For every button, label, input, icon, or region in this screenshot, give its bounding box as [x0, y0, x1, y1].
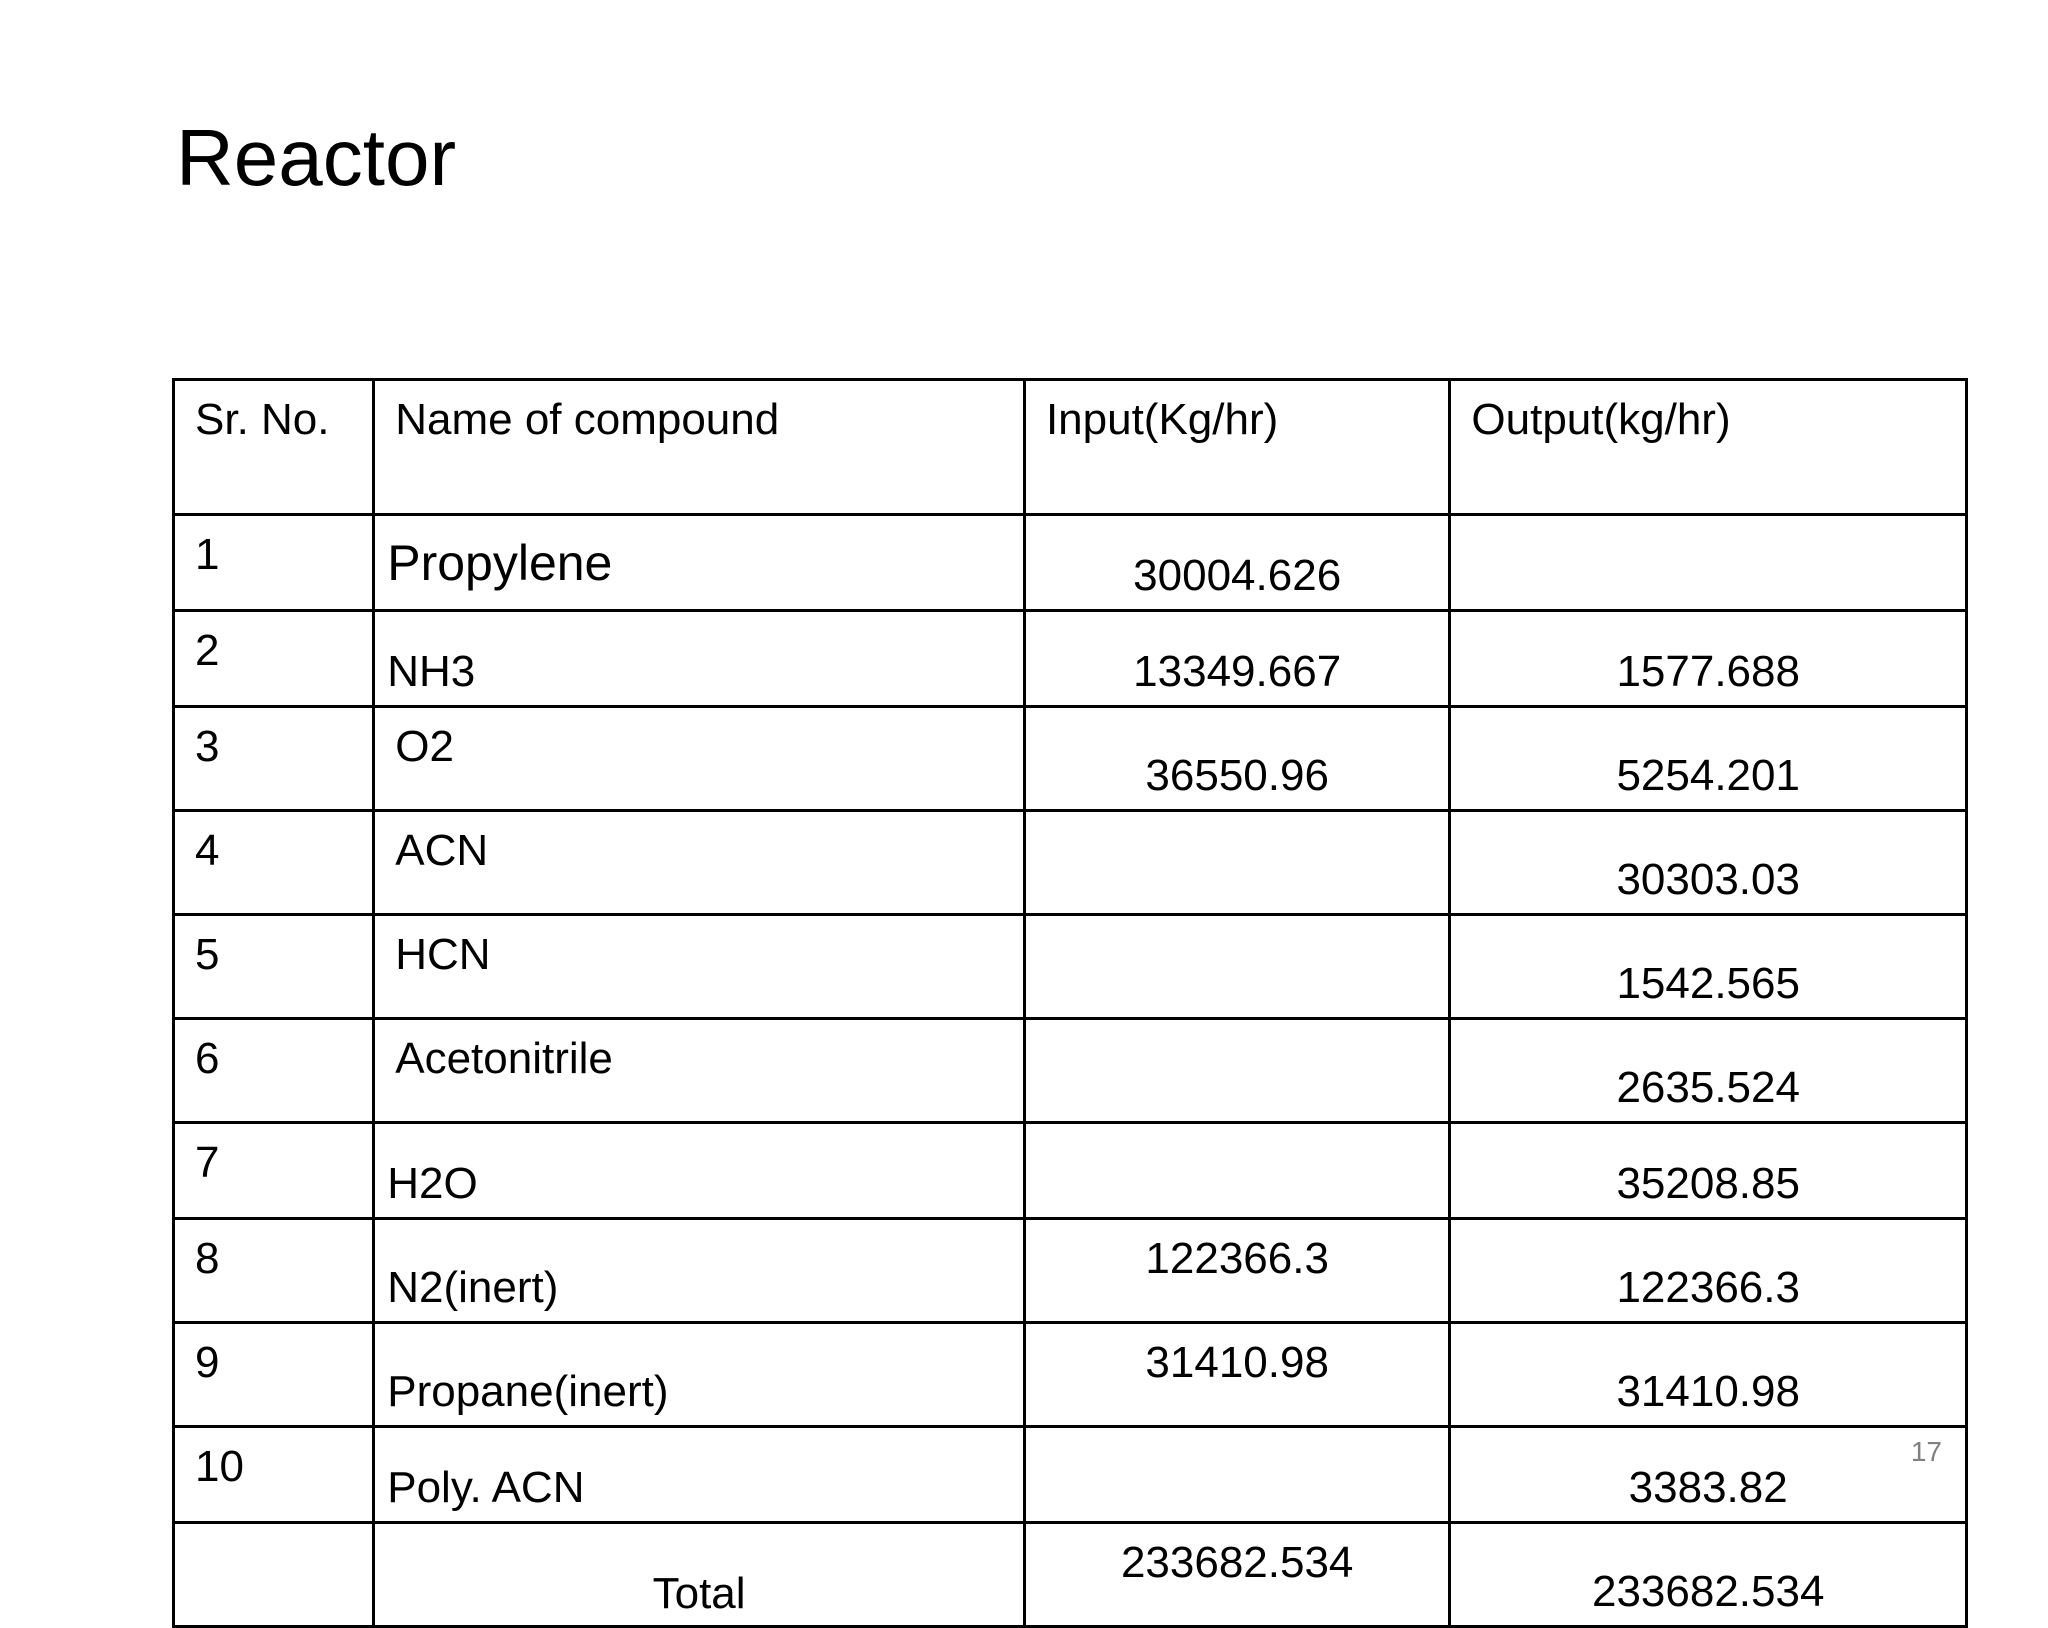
slide-title: Reactor — [176, 113, 457, 202]
compound-name-cell: Acetonitrile — [374, 1019, 1025, 1123]
output-cell: 35208.85 — [1450, 1123, 1967, 1219]
page-number: 17 — [1910, 1436, 1942, 1467]
output-cell: 3383.82 — [1450, 1427, 1967, 1523]
sr-no-cell: 8 — [174, 1219, 374, 1323]
compound-name-cell: N2(inert) — [374, 1219, 1025, 1323]
input-cell — [1024, 1123, 1449, 1219]
total-input-cell: 233682.534 — [1024, 1523, 1449, 1627]
sr-no-cell: 6 — [174, 1019, 374, 1123]
sr-no-cell: 9 — [174, 1323, 374, 1427]
header-compound-name: Name of compound — [374, 380, 1025, 515]
table-row — [174, 1427, 1967, 1523]
input-cell: 122366.3 — [1024, 1219, 1449, 1323]
sr-no-cell: 3 — [174, 707, 374, 811]
table-row — [174, 1019, 1967, 1123]
table-row — [174, 707, 1967, 811]
output-cell: 2635.524 — [1450, 1019, 1967, 1123]
compound-name-cell: O2 — [374, 707, 1025, 811]
input-cell — [1024, 1019, 1449, 1123]
input-cell: 13349.667 — [1024, 611, 1449, 707]
output-cell: 31410.98 — [1450, 1323, 1967, 1427]
table-row — [174, 915, 1967, 1019]
table-row — [174, 1123, 1967, 1219]
header-sr-no: Sr. No. — [174, 380, 374, 515]
total-label: Total — [374, 1523, 1025, 1627]
compound-name-cell: ACN — [374, 811, 1025, 915]
sr-no-cell: 10 — [174, 1427, 374, 1523]
table-row — [174, 1219, 1967, 1323]
input-cell — [1024, 811, 1449, 915]
total-row — [174, 1523, 1967, 1627]
input-cell — [1024, 915, 1449, 1019]
sr-no-cell: 5 — [174, 915, 374, 1019]
compound-name-cell: Propane(inert) — [374, 1323, 1025, 1427]
sr-no-cell: 7 — [174, 1123, 374, 1219]
sr-no-cell: 1 — [174, 515, 374, 611]
compound-name-cell: HCN — [374, 915, 1025, 1019]
input-cell: 30004.626 — [1024, 515, 1449, 611]
compound-name-cell: NH3 — [374, 611, 1025, 707]
input-cell: 31410.98 — [1024, 1323, 1449, 1427]
sr-no-cell: 2 — [174, 611, 374, 707]
reactor-table — [172, 378, 1968, 1628]
input-cell — [1024, 1427, 1449, 1523]
header-input: Input(Kg/hr) — [1024, 380, 1449, 515]
table-header-row — [174, 380, 1967, 515]
output-cell — [1450, 515, 1967, 611]
sr-no-cell: 4 — [174, 811, 374, 915]
output-cell: 30303.03 — [1450, 811, 1967, 915]
output-cell: 5254.201 — [1450, 707, 1967, 811]
table-row — [174, 811, 1967, 915]
total-sr-no-cell — [174, 1523, 374, 1627]
table-row — [174, 515, 1967, 611]
output-cell: 122366.3 — [1450, 1219, 1967, 1323]
table-row — [174, 1323, 1967, 1427]
output-cell: 1542.565 — [1450, 915, 1967, 1019]
header-output: Output(kg/hr) — [1450, 380, 1967, 515]
input-cell: 36550.96 — [1024, 707, 1449, 811]
output-cell: 1577.688 — [1450, 611, 1967, 707]
compound-name-cell: Propylene — [374, 515, 1025, 611]
compound-name-cell: H2O — [374, 1123, 1025, 1219]
total-output-cell: 233682.534 — [1450, 1523, 1967, 1627]
compound-name-cell: Poly. ACN — [374, 1427, 1025, 1523]
table-row — [174, 611, 1967, 707]
